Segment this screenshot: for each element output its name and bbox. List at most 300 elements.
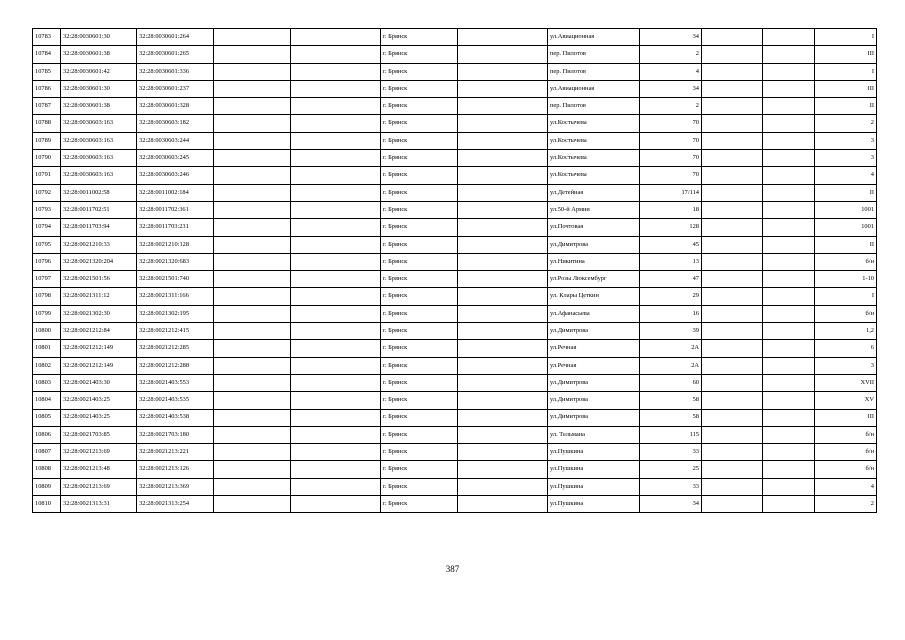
table-row [33,409,877,426]
street-cell: пер. Пилотов [548,98,640,115]
table-row [33,201,877,218]
empty-cell [214,80,291,97]
house-number-cell: 70 [640,150,702,167]
empty-cell [214,167,291,184]
empty-cell [763,271,815,288]
land-cadastral-number-cell: 32:28:0011702:51 [61,201,137,218]
empty-cell [702,167,763,184]
object-cadastral-number-cell: 32:28:0021302:195 [137,305,214,322]
city-cell: г. Брянск [381,305,458,322]
street-cell: ул.Авиационная [548,80,640,97]
record-number-cell: 10805 [33,409,61,426]
house-number-cell: 2 [640,46,702,63]
house-number-cell: 115 [640,426,702,443]
land-cadastral-number-cell: 32:28:0021313:31 [61,496,137,513]
table-row [33,426,877,443]
empty-cell [214,323,291,340]
city-cell: г. Брянск [381,496,458,513]
premises-number-cell: б/н [815,426,877,443]
property-registry-table [32,28,877,513]
empty-cell [763,374,815,391]
empty-cell [763,305,815,322]
land-cadastral-number-cell: 32:28:0011703:94 [61,219,137,236]
empty-cell [702,63,763,80]
premises-number-cell: III [815,409,877,426]
premises-number-cell: 1,2 [815,323,877,340]
object-cadastral-number-cell: 32:28:0030601:328 [137,98,214,115]
house-number-cell: 4 [640,63,702,80]
street-cell: ул. Тельмана [548,426,640,443]
object-cadastral-number-cell: 32:28:0021210:128 [137,236,214,253]
empty-cell [214,496,291,513]
table-row [33,305,877,322]
city-cell: г. Брянск [381,323,458,340]
table-row [33,63,877,80]
empty-cell [702,115,763,132]
empty-cell [763,461,815,478]
empty-cell [458,63,548,80]
house-number-cell: 18 [640,201,702,218]
empty-cell [763,80,815,97]
table-row [33,478,877,495]
empty-cell [214,461,291,478]
empty-cell [702,478,763,495]
empty-cell [763,288,815,305]
object-cadastral-number-cell: 32:28:0021313:254 [137,496,214,513]
table-row [33,323,877,340]
empty-cell [291,392,381,409]
house-number-cell: 58 [640,392,702,409]
empty-cell [291,374,381,391]
record-number-cell: 10808 [33,461,61,478]
house-number-cell: 2А [640,357,702,374]
empty-cell [458,115,548,132]
city-cell: г. Брянск [381,115,458,132]
empty-cell [763,426,815,443]
city-cell: г. Брянск [381,201,458,218]
empty-cell [291,340,381,357]
house-number-cell: 34 [640,29,702,46]
house-number-cell: 39 [640,323,702,340]
empty-cell [702,323,763,340]
city-cell: г. Брянск [381,392,458,409]
empty-cell [702,305,763,322]
empty-cell [458,132,548,149]
city-cell: г. Брянск [381,426,458,443]
street-cell: ул.Пушкина [548,461,640,478]
empty-cell [214,357,291,374]
empty-cell [458,201,548,218]
city-cell: г. Брянск [381,357,458,374]
object-cadastral-number-cell: 32:28:0021703:180 [137,426,214,443]
record-number-cell: 10806 [33,426,61,443]
house-number-cell: 60 [640,374,702,391]
record-number-cell: 10810 [33,496,61,513]
record-number-cell: 10807 [33,444,61,461]
table-row [33,288,877,305]
record-number-cell: 10798 [33,288,61,305]
object-cadastral-number-cell: 32:28:0021212:285 [137,340,214,357]
land-cadastral-number-cell: 32:28:0021320:204 [61,253,137,270]
empty-cell [291,201,381,218]
street-cell: ул.Речная [548,340,640,357]
table-row [33,496,877,513]
record-number-cell: 10797 [33,271,61,288]
record-number-cell: 10803 [33,374,61,391]
land-cadastral-number-cell: 32:28:0030601:38 [61,46,137,63]
house-number-cell: 16 [640,305,702,322]
empty-cell [291,132,381,149]
empty-cell [214,219,291,236]
empty-cell [702,271,763,288]
empty-cell [763,496,815,513]
land-cadastral-number-cell: 32:28:0030601:38 [61,98,137,115]
empty-cell [702,357,763,374]
empty-cell [763,323,815,340]
empty-cell [702,461,763,478]
object-cadastral-number-cell: 32:28:0021212:415 [137,323,214,340]
table-row [33,461,877,478]
empty-cell [214,271,291,288]
empty-cell [763,409,815,426]
empty-cell [458,167,548,184]
object-cadastral-number-cell: 32:28:0030601:336 [137,63,214,80]
empty-cell [291,323,381,340]
empty-cell [291,167,381,184]
street-cell: ул. Клары Цеткин [548,288,640,305]
empty-cell [214,115,291,132]
house-number-cell: 70 [640,132,702,149]
empty-cell [214,426,291,443]
empty-cell [291,46,381,63]
premises-number-cell: б/н [815,444,877,461]
empty-cell [291,357,381,374]
city-cell: г. Брянск [381,236,458,253]
house-number-cell: 25 [640,461,702,478]
table-row [33,357,877,374]
table-row [33,29,877,46]
street-cell: ул.Костычева [548,132,640,149]
street-cell: ул.Димитрова [548,374,640,391]
object-cadastral-number-cell: 32:28:0030601:265 [137,46,214,63]
empty-cell [763,444,815,461]
empty-cell [702,132,763,149]
house-number-cell: 17/114 [640,184,702,201]
empty-cell [763,115,815,132]
land-cadastral-number-cell: 32:28:0021210:33 [61,236,137,253]
table-row [33,444,877,461]
land-cadastral-number-cell: 32:28:0021213:48 [61,461,137,478]
empty-cell [763,167,815,184]
premises-number-cell: 3 [815,357,877,374]
empty-cell [458,323,548,340]
table-row [33,236,877,253]
empty-cell [702,374,763,391]
object-cadastral-number-cell: 32:28:0021213:126 [137,461,214,478]
empty-cell [214,46,291,63]
premises-number-cell: I [815,63,877,80]
city-cell: г. Брянск [381,409,458,426]
city-cell: г. Брянск [381,132,458,149]
record-number-cell: 10784 [33,46,61,63]
street-cell: пер. Пилотов [548,63,640,80]
object-cadastral-number-cell: 32:28:0030603:246 [137,167,214,184]
empty-cell [702,29,763,46]
street-cell: ул.Никитина [548,253,640,270]
land-cadastral-number-cell: 32:28:0030603:163 [61,167,137,184]
empty-cell [214,409,291,426]
empty-cell [214,132,291,149]
record-number-cell: 10809 [33,478,61,495]
table-row [33,374,877,391]
empty-cell [458,29,548,46]
empty-cell [291,115,381,132]
empty-cell [214,184,291,201]
house-number-cell: 2А [640,340,702,357]
empty-cell [763,253,815,270]
object-cadastral-number-cell: 32:28:0030601:264 [137,29,214,46]
street-cell: ул.Димитрова [548,323,640,340]
city-cell: г. Брянск [381,253,458,270]
record-number-cell: 10788 [33,115,61,132]
empty-cell [702,184,763,201]
object-cadastral-number-cell: 32:28:0011702:361 [137,201,214,218]
premises-number-cell: б/н [815,253,877,270]
premises-number-cell: XVII [815,374,877,391]
object-cadastral-number-cell: 32:28:0030603:182 [137,115,214,132]
empty-cell [214,150,291,167]
empty-cell [458,478,548,495]
land-cadastral-number-cell: 32:28:0021403:25 [61,409,137,426]
empty-cell [291,253,381,270]
empty-cell [458,496,548,513]
house-number-cell: 2 [640,98,702,115]
empty-cell [291,496,381,513]
house-number-cell: 70 [640,115,702,132]
empty-cell [214,236,291,253]
house-number-cell: 33 [640,444,702,461]
city-cell: г. Брянск [381,219,458,236]
land-cadastral-number-cell: 32:28:0021501:56 [61,271,137,288]
object-cadastral-number-cell: 32:28:0021403:553 [137,374,214,391]
record-number-cell: 10794 [33,219,61,236]
empty-cell [458,392,548,409]
record-number-cell: 10793 [33,201,61,218]
empty-cell [702,150,763,167]
table-body [33,29,877,513]
empty-cell [291,461,381,478]
city-cell: г. Брянск [381,184,458,201]
empty-cell [763,150,815,167]
empty-cell [702,236,763,253]
empty-cell [214,288,291,305]
empty-cell [458,357,548,374]
city-cell: г. Брянск [381,478,458,495]
house-number-cell: 13 [640,253,702,270]
empty-cell [702,98,763,115]
table-row [33,46,877,63]
object-cadastral-number-cell: 32:28:0030603:245 [137,150,214,167]
land-cadastral-number-cell: 32:28:0030601:30 [61,29,137,46]
premises-number-cell: I [815,288,877,305]
object-cadastral-number-cell: 32:28:0021320:683 [137,253,214,270]
house-number-cell: 29 [640,288,702,305]
city-cell: г. Брянск [381,98,458,115]
object-cadastral-number-cell: 32:28:0021501:740 [137,271,214,288]
premises-number-cell: 3 [815,132,877,149]
premises-number-cell: III [815,46,877,63]
empty-cell [291,236,381,253]
empty-cell [458,340,548,357]
premises-number-cell: II [815,236,877,253]
land-cadastral-number-cell: 32:28:0011002:58 [61,184,137,201]
house-number-cell: 33 [640,478,702,495]
premises-number-cell: 2 [815,496,877,513]
empty-cell [214,478,291,495]
empty-cell [458,288,548,305]
street-cell: ул.Розы Люксембург [548,271,640,288]
empty-cell [214,340,291,357]
empty-cell [458,271,548,288]
empty-cell [291,184,381,201]
empty-cell [214,444,291,461]
empty-cell [702,219,763,236]
object-cadastral-number-cell: 32:28:0021213:221 [137,444,214,461]
table-row [33,115,877,132]
empty-cell [291,63,381,80]
empty-cell [291,409,381,426]
record-number-cell: 10789 [33,132,61,149]
land-cadastral-number-cell: 32:28:0021403:30 [61,374,137,391]
empty-cell [763,46,815,63]
premises-number-cell: 1001 [815,219,877,236]
street-cell: ул.Пушкина [548,444,640,461]
city-cell: г. Брянск [381,374,458,391]
object-cadastral-number-cell: 32:28:0021213:369 [137,478,214,495]
street-cell: ул.Пушкина [548,496,640,513]
empty-cell [458,461,548,478]
empty-cell [702,496,763,513]
land-cadastral-number-cell: 32:28:0021212:149 [61,340,137,357]
land-cadastral-number-cell: 32:28:0021212:84 [61,323,137,340]
house-number-cell: 34 [640,80,702,97]
object-cadastral-number-cell: 32:28:0021403:538 [137,409,214,426]
empty-cell [458,219,548,236]
street-cell: пер. Пилотов [548,46,640,63]
empty-cell [458,46,548,63]
empty-cell [458,80,548,97]
city-cell: г. Брянск [381,63,458,80]
city-cell: г. Брянск [381,46,458,63]
premises-number-cell: XV [815,392,877,409]
city-cell: г. Брянск [381,167,458,184]
empty-cell [214,392,291,409]
empty-cell [702,80,763,97]
table-row [33,271,877,288]
table-row [33,98,877,115]
empty-cell [763,392,815,409]
record-number-cell: 10796 [33,253,61,270]
empty-cell [291,80,381,97]
object-cadastral-number-cell: 32:28:0030603:244 [137,132,214,149]
empty-cell [458,374,548,391]
street-cell: ул.Костычева [548,167,640,184]
premises-number-cell: 4 [815,478,877,495]
empty-cell [763,236,815,253]
empty-cell [763,63,815,80]
empty-cell [763,98,815,115]
house-number-cell: 34 [640,496,702,513]
land-cadastral-number-cell: 32:28:0021302:30 [61,305,137,322]
empty-cell [291,426,381,443]
empty-cell [702,288,763,305]
empty-cell [291,98,381,115]
object-cadastral-number-cell: 32:28:0011703:231 [137,219,214,236]
empty-cell [763,29,815,46]
empty-cell [458,236,548,253]
table-row [33,167,877,184]
record-number-cell: 10785 [33,63,61,80]
city-cell: г. Брянск [381,29,458,46]
table-row [33,132,877,149]
object-cadastral-number-cell: 32:28:0021311:166 [137,288,214,305]
empty-cell [214,29,291,46]
object-cadastral-number-cell: 32:28:0021212:288 [137,357,214,374]
land-cadastral-number-cell: 32:28:0030603:163 [61,132,137,149]
house-number-cell: 70 [640,167,702,184]
record-number-cell: 10791 [33,167,61,184]
empty-cell [763,132,815,149]
record-number-cell: 10787 [33,98,61,115]
street-cell: ул.Димитрова [548,392,640,409]
house-number-cell: 58 [640,409,702,426]
table-row [33,80,877,97]
street-cell: ул.Димитрова [548,409,640,426]
empty-cell [214,201,291,218]
land-cadastral-number-cell: 32:28:0030601:30 [61,80,137,97]
premises-number-cell: 1-10 [815,271,877,288]
empty-cell [763,184,815,201]
street-cell: ул.Почтовая [548,219,640,236]
house-number-cell: 45 [640,236,702,253]
empty-cell [214,374,291,391]
empty-cell [291,305,381,322]
table-row [33,219,877,236]
empty-cell [214,98,291,115]
city-cell: г. Брянск [381,288,458,305]
street-cell: ул.Авиационная [548,29,640,46]
land-cadastral-number-cell: 32:28:0030601:42 [61,63,137,80]
empty-cell [458,253,548,270]
empty-cell [458,305,548,322]
empty-cell [458,409,548,426]
object-cadastral-number-cell: 32:28:0021403:535 [137,392,214,409]
empty-cell [458,98,548,115]
premises-number-cell: II [815,184,877,201]
land-cadastral-number-cell: 32:28:0021213:69 [61,444,137,461]
record-number-cell: 10804 [33,392,61,409]
land-cadastral-number-cell: 32:28:0021403:25 [61,392,137,409]
empty-cell [214,63,291,80]
empty-cell [763,357,815,374]
city-cell: г. Брянск [381,80,458,97]
city-cell: г. Брянск [381,340,458,357]
premises-number-cell: I [815,29,877,46]
table-row [33,392,877,409]
house-number-cell: 128 [640,219,702,236]
record-number-cell: 10790 [33,150,61,167]
city-cell: г. Брянск [381,461,458,478]
